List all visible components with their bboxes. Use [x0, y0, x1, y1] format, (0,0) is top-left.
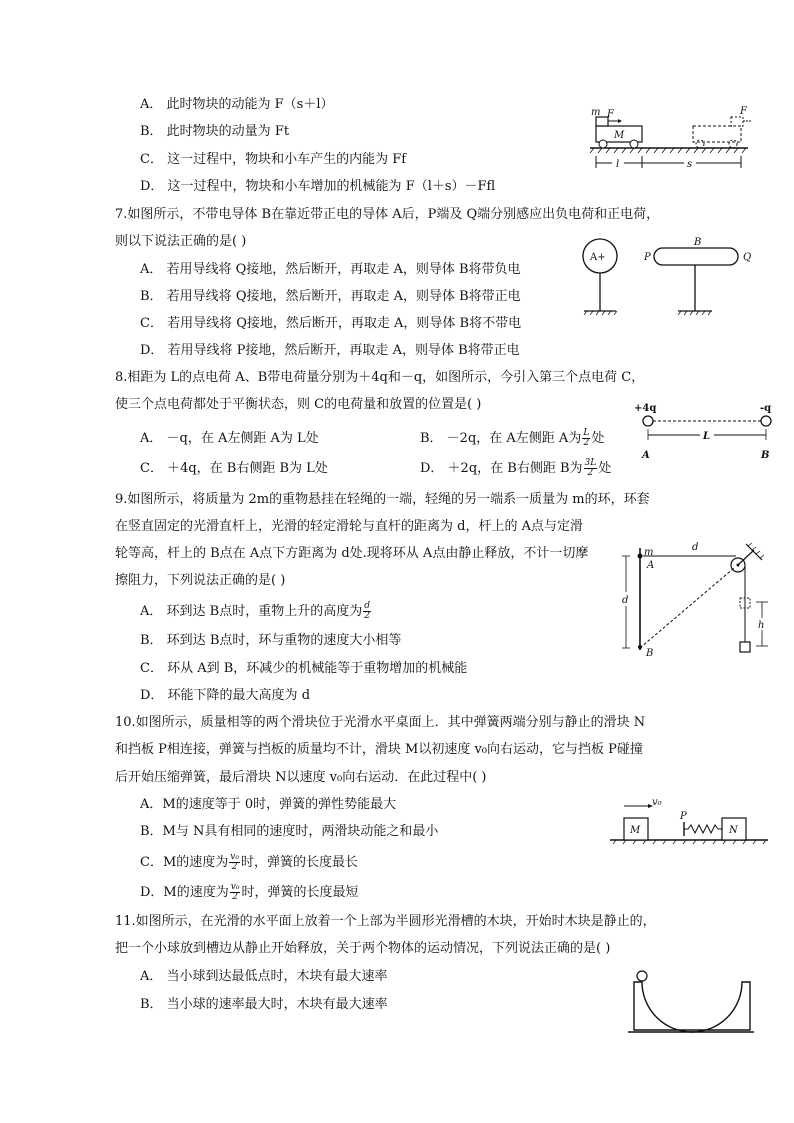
q8-option-b-denominator: 2: [583, 438, 590, 448]
q10-label-m: M: [630, 825, 641, 836]
q9-option-d: D． 环能下降的最大高度为 d: [140, 688, 311, 703]
q10-option-b: B．M与 N具有相同的速度时，两滑块动能之和最小: [140, 824, 439, 839]
q9-label-b: B: [646, 648, 654, 659]
q8-option-b-suffix: 处: [591, 431, 605, 446]
q7-option-b: B． 若用导线将 Q接地，然后断开，再取走 A，则导体 B将带正电: [140, 289, 521, 304]
q9-option-a-denominator: 2: [364, 611, 370, 621]
q10-option-a: A．M的速度等于 0时，弹簧的弹性势能最大: [140, 797, 397, 812]
q7-label-b: B: [694, 237, 702, 248]
q10-label-p: P: [680, 811, 687, 822]
q11-figure-semicircle-groove: [626, 940, 758, 1038]
q7-figure-conductors: [578, 234, 763, 322]
q8-option-d-numerator: 3L: [584, 458, 597, 468]
q10-label-v0: v₀: [652, 797, 662, 808]
q6-option-d: D． 这一过程中，物块和小车增加的机械能为 F（l＋s）－Ffl: [140, 179, 496, 194]
q10-stem-line1: 10.如图所示，质量相等的两个滑块位于光滑水平桌面上．其中弹簧两端分别与静止的滑块 N: [115, 715, 646, 730]
q9-stem-line3: 轮等高，杆上的 B点在 A点下方距离为 d处.现将环从 A点由静止释放，不计一切摩: [115, 546, 589, 561]
q7-option-d: D． 若用导线将 P接地，然后断开，再取走 A，则导体 B将带正电: [140, 343, 520, 358]
q7-stem-line2: 则以下说法正确的是( ): [115, 234, 247, 249]
q6-option-a: A． 此时物块的动能为 F（s＋l）: [140, 97, 334, 112]
q9-option-a-text: A． 环到达 B点时，重物上升的高度为: [140, 604, 363, 619]
q11-option-a: A． 当小球到达最低点时，木块有最大速率: [140, 969, 388, 984]
q8-option-d: [420, 459, 611, 478]
q9-label-m: m: [644, 547, 654, 558]
q10-option-d-fraction: [230, 883, 241, 902]
q10-option-c-numerator: v₀: [230, 852, 239, 862]
q6-label-m: m: [591, 107, 601, 118]
q6-label-l: l: [616, 159, 620, 170]
q9-option-b: B． 环到达 B点时，环与重物的速度大小相等: [140, 633, 402, 648]
q7-label-a-plus: A+: [590, 252, 606, 263]
q10-option-c-suffix: 时，弹簧的长度最长: [240, 855, 358, 870]
q10-label-n: N: [729, 825, 738, 836]
q7-option-a: A． 若用导线将 Q接地，然后断开，再取走 A，则导体 B将带负电: [140, 262, 521, 277]
q8-label-plus-4q: +4q: [634, 403, 657, 414]
q10-option-c-denominator: 2: [231, 862, 238, 872]
q10-stem-line2: 和挡板 P相连接，弹簧与挡板的质量均不计，滑块 M以初速度 v₀向右运动，它与挡板 P碰撞: [115, 742, 643, 757]
q11-option-b: B． 当小球的速率最大时，木块有最大速率: [140, 997, 388, 1012]
q8-option-b-fraction: [582, 429, 590, 448]
q8-label-minus-q: -q: [760, 403, 772, 414]
q11-stem-line2: 把一个小球放到槽边从静止开始释放，关于两个物体的运动情况，下列说法正确的是( ): [115, 941, 611, 956]
q8-stem-line1: 8.相距为 L的点电荷 A、B带电荷量分别为＋4q和－q，如图所示，今引入第三个点电荷 C，: [115, 370, 645, 385]
q10-option-d-text: D．M的速度为: [140, 885, 229, 900]
q8-figure-charges: [632, 400, 782, 462]
q8-option-d-suffix: 处: [598, 461, 612, 476]
q10-stem-line3: 后开始压缩弹簧，最后滑块 N以速度 v₀向右运动．在此过程中( ): [115, 770, 487, 785]
q9-label-d-side: d: [622, 595, 629, 606]
q9-option-c: C． 环从 A到 B，环减少的机械能等于重物增加的机械能: [140, 661, 468, 676]
q10-option-c-text: C．M的速度为: [140, 855, 229, 870]
q9-label-a: A: [647, 560, 655, 571]
q8-option-b-numerator: L: [583, 428, 590, 438]
q6-label-f2: F: [740, 106, 747, 117]
q10-option-d: [140, 883, 358, 902]
q7-label-q: Q: [743, 252, 752, 263]
q6-figure-block-cart: [588, 106, 753, 178]
q9-option-a: [140, 602, 372, 621]
q7-label-p: P: [644, 252, 651, 263]
q10-option-d-denominator: 2: [232, 892, 238, 902]
q8-option-c: C． ＋4q，在 B右侧距 B为 L处: [140, 461, 328, 476]
q10-option-d-suffix: 时，弹簧的长度最短: [241, 885, 359, 900]
q10-figure-sliders-spring: [608, 796, 778, 846]
q8-option-a: A． －q，在 A左侧距 A为 L处: [140, 431, 319, 446]
q7-option-c: C． 若用导线将 Q接地，然后断开，再取走 A，则导体 B将不带电: [140, 316, 522, 331]
q9-option-a-numerator: d: [364, 601, 370, 611]
q9-figure-ring-pulley: [612, 540, 780, 662]
q6-label-big-m: M: [614, 130, 625, 141]
q6-option-b: B． 此时物块的动量为 Ft: [140, 124, 290, 139]
q6-label-s: s: [687, 159, 693, 170]
q8-option-d-denominator: 2: [587, 468, 594, 478]
q9-stem-line4: 擦阻力，下列说法正确的是( ): [115, 573, 286, 588]
q9-stem-line1: 9.如图所示，将质量为 2m的重物悬挂在轻绳的一端，轻绳的另一端系一质量为 m的环，环套: [115, 492, 650, 507]
q9-option-a-fraction: [363, 602, 371, 621]
q9-label-h: h: [758, 620, 765, 631]
q10-option-d-numerator: v₀: [230, 882, 240, 892]
q8-label-a: A: [642, 450, 650, 461]
q7-stem-line1: 7.如图所示，不带电导体 B在靠近带正电的导体 A后，P端及 Q端分别感应出负电荷和正电荷，: [115, 207, 660, 222]
q8-option-d-text: D． ＋2q，在 B右侧距 B为: [420, 461, 583, 476]
q6-label-f1: F: [607, 109, 614, 120]
q6-option-c: C． 这一过程中，物块和小车产生的内能为 Ff: [140, 152, 407, 167]
q8-stem-line2: 使三个点电荷都处于平衡状态，则 C的电荷量和放置的位置是( ): [115, 397, 482, 412]
q8-option-b-text: B． －2q，在 A左侧距 A为: [420, 431, 582, 446]
q9-stem-line2: 在竖直固定的光滑直杆上，光滑的轻定滑轮与直杆的距离为 d，杆上的 A点与定滑: [115, 519, 583, 534]
q8-option-d-fraction: [584, 459, 598, 478]
q8-label-l: L: [703, 431, 711, 442]
q11-stem-line1: 11.如图所示，在光滑的水平面上放着一个上部为半圆形光滑槽的木块，开始时木块是静止的，: [115, 914, 656, 929]
q9-label-d-top: d: [692, 542, 699, 553]
q8-label-b: B: [761, 450, 770, 461]
q10-option-c-fraction: [229, 853, 240, 872]
q10-option-c: [140, 853, 358, 872]
q8-option-b: [420, 429, 604, 448]
